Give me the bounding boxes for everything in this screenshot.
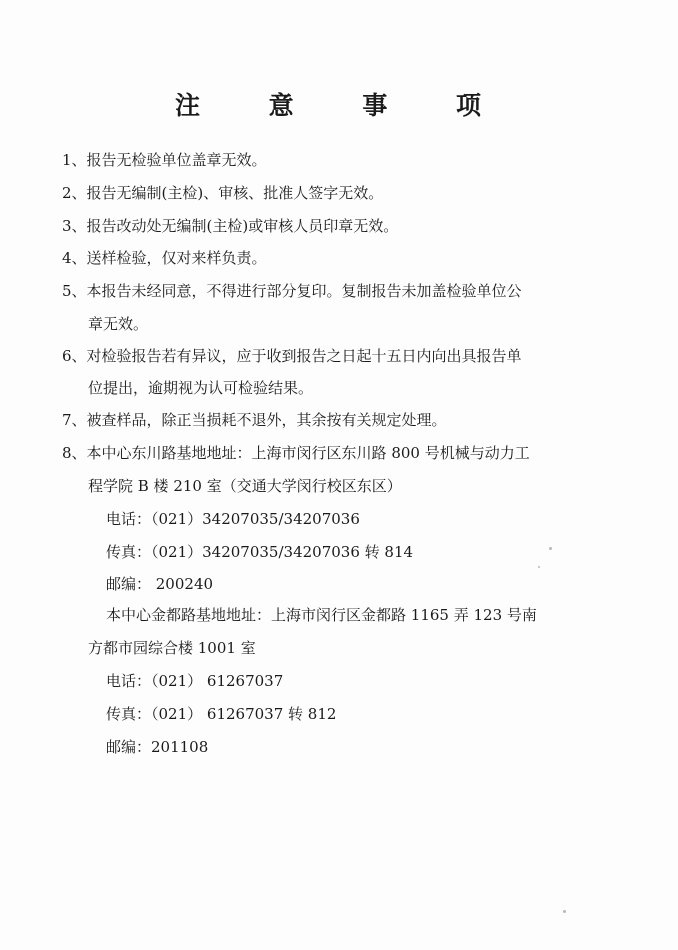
item-text: 报告改动处无编制(主检)或审核人员印章无效。 <box>86 217 399 235</box>
jindu-fax: 传真：（021） 61267037 转 812 <box>106 705 337 723</box>
jindu-phone: 电话：（021） 61267037 <box>106 672 284 690</box>
jindu-address: 本中心金都路基地地址：上海市闵行区金都路 1165 弄 123 号南 <box>106 606 537 624</box>
list-item <box>62 346 522 366</box>
item-number: 7、 <box>62 411 87 429</box>
item-number: 8、 <box>62 444 87 462</box>
item-continuation: 程学院 B 楼 210 室（交通大学闵行校区东区） <box>88 477 402 495</box>
jindu-postcode: 邮编：201108 <box>106 738 209 756</box>
list-item <box>62 281 522 301</box>
scan-speck <box>549 547 552 550</box>
dongchuan-postcode: 邮编： 200240 <box>106 575 214 593</box>
item-continuation: 章无效。 <box>88 315 149 333</box>
list-item <box>62 216 398 236</box>
item-text: 报告无编制(主检)、审核、批准人签字无效。 <box>86 184 384 202</box>
list-item <box>62 410 447 430</box>
item-number: 3、 <box>62 217 87 235</box>
item-text: 本中心东川路基地地址：上海市闵行区东川路 800 号机械与动力工 <box>86 444 530 462</box>
item-number: 2、 <box>62 184 87 202</box>
item-number: 6、 <box>62 347 87 365</box>
scan-speck <box>563 910 566 913</box>
item-continuation: 位提出，逾期视为认可检验结果。 <box>88 379 314 397</box>
item-text: 本报告未经同意，不得进行部分复印。复制报告未加盖检验单位公 <box>86 282 522 300</box>
scan-speck <box>538 566 540 568</box>
dongchuan-fax: 传真：（021）34207035/34207036 转 814 <box>106 543 414 561</box>
item-number: 4、 <box>62 249 87 267</box>
list-item <box>62 150 267 170</box>
list-item <box>62 183 383 203</box>
item-text: 被查样品，除正当损耗不退外，其余按有关规定处理。 <box>86 411 447 429</box>
page-title: 注 意 事 项 <box>174 91 512 120</box>
item-number: 5、 <box>62 282 87 300</box>
list-item <box>62 443 530 463</box>
item-number: 1、 <box>62 151 87 169</box>
item-text: 对检验报告若有异议，应于收到报告之日起十五日内向出具报告单 <box>86 347 522 365</box>
list-item <box>62 248 267 268</box>
dongchuan-phone: 电话：（021）34207035/34207036 <box>106 510 360 528</box>
jindu-address-continuation: 方都市园综合楼 1001 室 <box>88 639 256 657</box>
item-text: 送样检验，仅对来样负责。 <box>86 249 267 267</box>
item-text: 报告无检验单位盖章无效。 <box>86 151 267 169</box>
